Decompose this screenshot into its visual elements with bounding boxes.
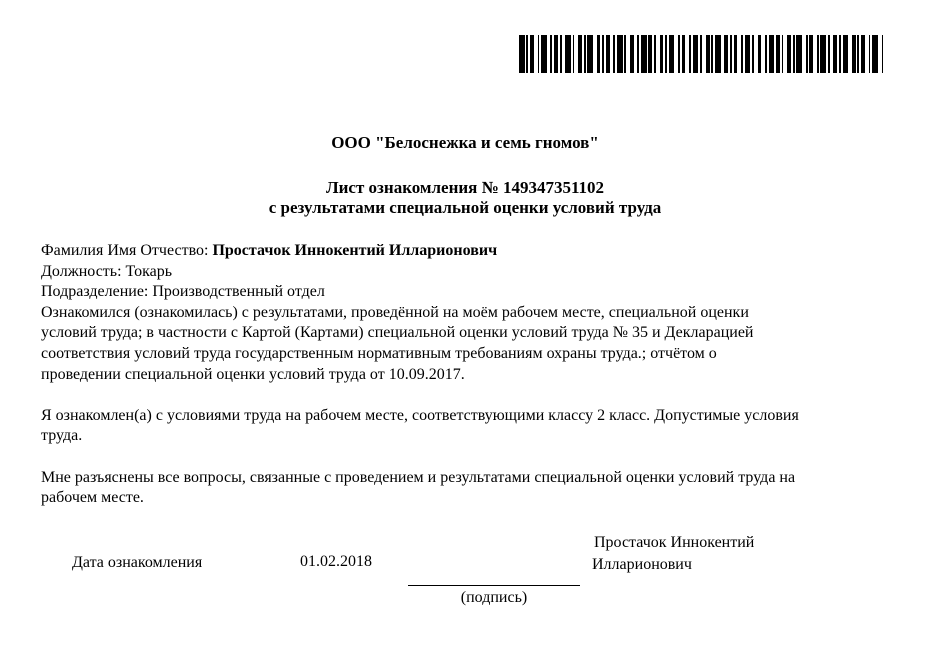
fio-label: Фамилия Имя Отчество: xyxy=(41,242,213,259)
paragraph-gap xyxy=(41,447,891,468)
fio-value: Простачок Иннокентий Илларионович xyxy=(212,242,498,259)
department-line: Подразделение: Производственный отдел xyxy=(41,283,325,301)
position-line: Должность: Токарь xyxy=(41,262,173,280)
barcode-bar xyxy=(882,35,884,73)
paragraph-1-line-4: проведении специальной оценки условий труда от 10.09.2017. xyxy=(41,365,465,383)
document-title-line-1: Лист ознакомления № 149347351102 xyxy=(325,178,605,197)
signer-name-line-1: Простачок Иннокентий xyxy=(594,534,755,551)
document-title xyxy=(0,178,930,218)
signer-name xyxy=(592,532,754,576)
signature-line xyxy=(408,585,580,586)
company-name: ООО "Белоснежка и семь гномов" xyxy=(331,133,599,152)
fio-line xyxy=(41,241,891,262)
paragraph-1-line-1: Ознакомился (ознакомилась) с результатами, проведённой на моём рабочем месте, специальной оценки xyxy=(41,303,749,321)
barcode-icon xyxy=(519,35,885,73)
paragraph-3-line-1: Мне разъяснены все вопросы, связанные с проведением и результатами специальной оценки условий труда на xyxy=(41,468,796,486)
paragraph-1-line-2: условий труда; в частности с Картой (Картами) специальной оценки условий труда № 35 и Декларацией xyxy=(41,324,754,342)
document-body xyxy=(41,241,891,509)
signature-caption: (подпись) xyxy=(460,589,528,606)
signer-name-line-2: Илларионович xyxy=(592,556,692,573)
paragraph-3-line-2: рабочем месте. xyxy=(41,489,144,507)
paragraph-2-line-2: труда. xyxy=(41,427,83,445)
paragraph-2-line-1: Я ознакомлен(а) с условиями труда на рабочем месте, соответствующими классу 2 класс. Допустимые условия xyxy=(41,406,799,424)
date-label: Дата ознакомления xyxy=(72,554,203,571)
date-value: 01.02.2018 xyxy=(300,553,372,570)
paragraph-1-line-3: соответствия условий труда государственным нормативным требованиям охраны труда.; отчётом о xyxy=(41,344,717,362)
document-title-line-2: с результатами специальной оценки условий труда xyxy=(268,198,662,217)
paragraph-gap xyxy=(41,385,891,406)
